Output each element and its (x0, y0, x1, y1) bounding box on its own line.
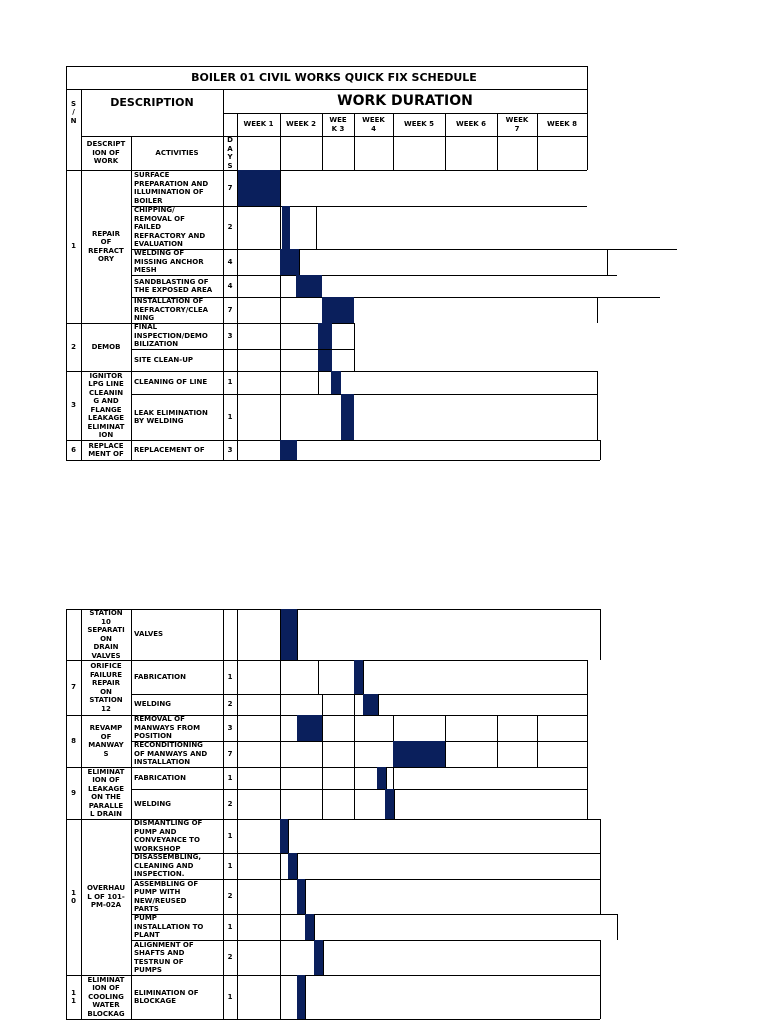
grid-line (280, 914, 281, 940)
week-header-8: WEEK 8 (546, 120, 578, 129)
work-description: REPAIR OF REFRACT ORY (88, 229, 124, 263)
days-value: 1 (227, 992, 233, 1001)
grid-line (280, 715, 281, 741)
grid-line (354, 767, 355, 789)
grid-line (280, 297, 281, 323)
activity-label: SURFACE PREPARATION AND ILLUMINATION OF BOILER (134, 171, 209, 205)
sn-header: S / N (70, 99, 77, 125)
gantt-bar-p2-8 (288, 853, 297, 879)
days-value (223, 349, 237, 371)
days-value: 3 (227, 723, 233, 732)
grid-line (597, 371, 598, 394)
grid-line (497, 741, 498, 767)
activity-label: WELDING OF MISSING ANCHOR MESH (134, 249, 204, 275)
grid-line (280, 660, 281, 694)
activity-label: REMOVAL OF MANWAYS FROM POSITION (134, 715, 201, 741)
grid-line (280, 767, 281, 789)
grid-line (318, 371, 319, 394)
days-value: 1 (227, 773, 233, 782)
grid-line (314, 914, 315, 940)
days-value: 4 (227, 281, 233, 290)
grid-line (280, 206, 281, 249)
grid-line (587, 715, 588, 741)
gantt-bar-p2-2 (363, 694, 378, 715)
gantt-bar-p1-5 (318, 323, 332, 349)
grid-line (354, 694, 355, 715)
activity-label: DISMANTLING OF PUMP AND CONVEYANCE TO WORKSHOP (134, 819, 203, 853)
grid-line (305, 975, 306, 1019)
days-value: 1 (227, 378, 233, 387)
days-value: 1 (227, 672, 233, 681)
gantt-bar-p1-7 (331, 371, 341, 394)
grid-line (354, 323, 355, 349)
grid-line (237, 113, 238, 460)
gantt-bar-p2-4 (393, 741, 445, 767)
grid-line (280, 741, 281, 767)
activity-label: ELIMINATION OF BLOCKAGE (134, 988, 199, 1005)
week-header-6: WEEK 6 (455, 120, 487, 129)
work-description: DEMOB (91, 342, 121, 351)
grid-line (617, 914, 618, 940)
days-value: 2 (227, 799, 233, 808)
days-value: 1 (227, 412, 233, 421)
grid-line (280, 789, 281, 819)
gantt-bar-p1-3 (296, 275, 322, 297)
grid-line (280, 371, 281, 394)
gantt-bar-p2-10 (305, 914, 314, 940)
gantt-bar-p2-3 (297, 715, 322, 741)
grid-line (587, 660, 588, 694)
serial-number: 1 1 (71, 988, 76, 1005)
description-header: DESCRIPTION (110, 95, 194, 109)
grid-line (597, 394, 598, 440)
activity-label: FINAL INSPECTION/DEMO BILIZATION (134, 323, 208, 349)
gantt-bar-p1-9 (280, 440, 297, 460)
grid-line (600, 853, 601, 879)
grid-line (393, 715, 394, 741)
grid-line (600, 975, 601, 1019)
activity-label: PUMP INSTALLATION TO PLANT (134, 914, 204, 940)
grid-line (322, 715, 323, 741)
activity-label: CLEANING OF LINE (134, 378, 208, 387)
grid-line (394, 789, 395, 819)
grid-line (587, 789, 588, 819)
serial-number: 3 (71, 401, 76, 410)
gantt-bar-p1-4 (322, 297, 354, 323)
work-description: REPLACE MENT OF (88, 441, 124, 458)
grid-line (322, 741, 323, 767)
grid-line (393, 767, 394, 789)
desc-of-work-header: DESCRIPT ION OF WORK (86, 140, 126, 166)
activity-label: INSTALLATION OF REFRACTORY/CLEA NING (134, 297, 209, 323)
grid-line (537, 741, 538, 767)
gantt-bar-p1-0 (238, 170, 280, 206)
grid-line (537, 715, 538, 741)
grid-line (316, 206, 317, 249)
serial-number (66, 609, 81, 660)
days-value: 2 (227, 700, 233, 709)
days-value: 2 (227, 953, 233, 962)
grid-line (607, 249, 608, 275)
activity-label: ASSEMBLING OF PUMP WITH NEW/REUSED PARTS (134, 879, 199, 913)
gantt-bar-p1-1 (282, 206, 290, 249)
serial-number: 9 (71, 788, 76, 797)
week-header-3: WEE K 3 (329, 116, 347, 133)
activity-label: WELDING (134, 700, 171, 709)
grid-line (597, 297, 598, 323)
gantt-bar-p2-9 (297, 879, 305, 914)
days-value: 7 (227, 305, 233, 314)
serial-number: 8 (71, 736, 76, 745)
grid-line (280, 349, 281, 371)
grid-line (305, 879, 306, 914)
gantt-bar-p1-6 (318, 349, 332, 371)
schedule-title: BOILER 01 CIVIL WORKS QUICK FIX SCHEDULE (191, 71, 477, 84)
days-value: 4 (227, 257, 233, 266)
grid-line (600, 819, 601, 853)
work-description: IGNITOR LPG LINE CLEANIN G AND FLANGE LEAKAGE ELIMINAT ION (87, 371, 125, 439)
days-value: 7 (227, 749, 233, 758)
grid-line (322, 767, 323, 789)
week-header-1: WEEK 1 (243, 120, 274, 129)
activity-label: FABRICATION (134, 773, 186, 782)
grid-line (299, 249, 300, 275)
grid-line (354, 349, 355, 371)
week-header-4: WEEK 4 (362, 116, 385, 133)
grid-line (354, 715, 355, 741)
work-description: ELIMINAT ION OF LEAKAGE ON THE PARALLE L DRAIN (87, 767, 125, 818)
grid-line (378, 694, 379, 715)
activity-label: RECONDITIONING OF MANWAYS AND INSTALLATION (134, 741, 208, 767)
week-header-7: WEEK 7 (505, 116, 529, 133)
work-description: REVAMP OF MANWAY S (88, 724, 124, 758)
gantt-bar-p2-7 (280, 819, 288, 853)
activity-label: ALIGNMENT OF SHAFTS AND TESTRUN OF PUMPS (134, 940, 194, 974)
grid-line (323, 940, 324, 975)
grid-line (354, 741, 355, 767)
work-description: OVERHAU L OF 101- PM-02A (86, 884, 126, 910)
activity-label: DISASSEMBLING, CLEANING AND INSPECTION. (134, 853, 202, 879)
gantt-bar-p2-5 (377, 767, 386, 789)
gantt-bar-p1-8 (341, 394, 354, 440)
serial-number: 7 (71, 683, 76, 692)
grid-line (237, 609, 238, 1019)
days-value (223, 609, 237, 660)
activity-label: VALVES (134, 630, 164, 639)
days-value: 3 (227, 445, 233, 454)
grid-line (322, 694, 323, 715)
grid-line (280, 879, 281, 914)
grid-line (587, 741, 588, 767)
grid-line (280, 853, 281, 879)
grid-line (600, 940, 601, 975)
grid-line (445, 715, 446, 741)
grid-line (66, 460, 600, 461)
grid-line (600, 879, 601, 914)
activity-label: SITE CLEAN-UP (134, 355, 194, 364)
activity-label: FABRICATION (134, 672, 186, 681)
days-header: D A Y S (227, 136, 233, 170)
days-value: 3 (227, 331, 233, 340)
work-description: ORIFICE FAILURE REPAIR ON STATION 12 (89, 662, 123, 713)
serial-number: 1 (71, 242, 76, 251)
serial-number: 6 (71, 445, 76, 454)
work-description: ELIMINAT ION OF COOLING WATER BLOCKAG (87, 975, 125, 1018)
grid-line (600, 609, 601, 660)
serial-number: 1 0 (71, 888, 76, 905)
days-value: 1 (227, 861, 233, 870)
activity-label: LEAK ELIMINATION BY WELDING (134, 408, 208, 425)
days-value: 2 (227, 223, 233, 232)
days-value: 7 (227, 183, 233, 192)
grid-line (280, 694, 281, 715)
work-duration-header: WORK DURATION (337, 93, 473, 109)
grid-line (587, 113, 588, 170)
grid-line (131, 609, 132, 1019)
activity-label: WELDING (134, 799, 171, 808)
grid-line (288, 819, 289, 853)
grid-line (322, 789, 323, 819)
work-description: STATION 10 SEPARATI ON DRAIN VALVES (87, 609, 125, 660)
activity-label: SANDBLASTING OF THE EXPOSED AREA (134, 277, 213, 294)
grid-line (280, 170, 281, 206)
grid-line (318, 660, 319, 694)
week-header-5: WEEK 5 (403, 120, 435, 129)
activity-label: REPLACEMENT OF (134, 445, 205, 454)
grid-line (354, 789, 355, 819)
grid-line (386, 767, 387, 789)
activities-header: ACTIVITIES (155, 148, 199, 157)
gantt-bar-p2-6 (385, 789, 394, 819)
grid-line (280, 975, 281, 1019)
gantt-bar-p2-12 (297, 975, 305, 1019)
grid-line (131, 136, 132, 460)
week-header-2: WEEK 2 (285, 120, 317, 129)
activity-label: CHIPPING/ REMOVAL OF FAILED REFRACTORY AND EVALUATION (134, 206, 206, 249)
grid-line (445, 741, 446, 767)
grid-line (297, 609, 298, 660)
grid-line (66, 1019, 600, 1020)
grid-line (280, 940, 281, 975)
grid-line (280, 394, 281, 440)
grid-line (587, 694, 588, 715)
grid-line (600, 440, 601, 460)
days-value: 1 (227, 922, 233, 931)
grid-line (363, 660, 364, 694)
grid-line (280, 323, 281, 349)
grid-line (587, 767, 588, 789)
days-value: 2 (227, 892, 233, 901)
grid-line (280, 275, 281, 297)
serial-number: 2 (71, 342, 76, 351)
gantt-bar-p2-11 (314, 940, 323, 975)
gantt-bar-p2-0 (281, 609, 297, 660)
gantt-bar-p2-1 (354, 660, 363, 694)
grid-line (297, 853, 298, 879)
days-value: 1 (227, 831, 233, 840)
grid-line (497, 715, 498, 741)
grid-line (131, 349, 354, 350)
gantt-bar-p1-2 (280, 249, 299, 275)
